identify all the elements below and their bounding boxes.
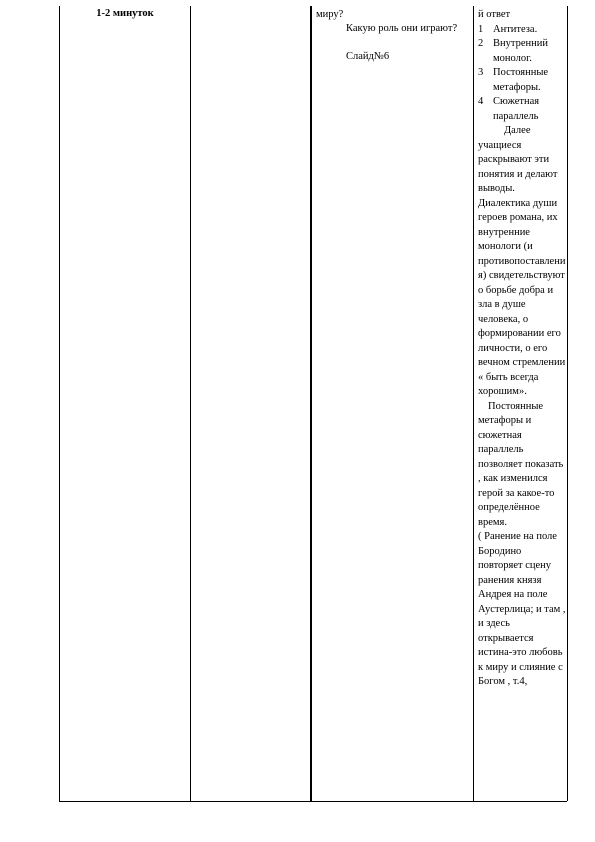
table-column-teacher (311, 6, 474, 801)
teacher-activity-cell (312, 6, 473, 64)
list-text: Постоянные метафоры. (493, 67, 549, 93)
table-column-time (60, 6, 191, 801)
list-number: 1 (478, 23, 484, 35)
list-item (478, 95, 566, 124)
answer-intro: й ответ (478, 9, 511, 20)
list-number: 4 (478, 96, 484, 107)
student-activity-cell (474, 6, 566, 690)
list-text: Сюжетная параллель (493, 96, 540, 122)
timing-label: 1-2 минуток (96, 8, 154, 19)
list-text: Антитеза. (493, 23, 538, 35)
list-number: 3 (478, 67, 484, 78)
example-paragraph: ( Ранение на поле Бородино повторяет сцену ранения князя Андрея на поле Аустерлица; и там , и здесь открывается истина-это любовь к миру и слияние с Богом , т.4, (478, 531, 566, 687)
lesson-plan-table (59, 6, 567, 802)
list-number: 2 (478, 38, 484, 49)
list-text: Внутренний монолог. (493, 38, 548, 64)
question-continuation: миру? (316, 9, 344, 20)
list-item (478, 23, 566, 38)
metaphor-paragraph: Постоянные метафоры и сюжетная параллель позволяет показать , как изменился герой за какое-то определённое время. (478, 400, 564, 528)
spacer (316, 36, 473, 50)
device-list (478, 23, 566, 125)
question-role: Какую роль они играют? (346, 23, 458, 34)
table-column-students (474, 6, 568, 801)
slide-reference: Слайд№6 (346, 51, 390, 62)
list-item (478, 66, 566, 95)
explanation-paragraph: Далее учащиеся раскрывают эти понятия и делают выводы. Диалектика души героев романа, их внутренние монологи (и противопоставления) свидетельствуют о борьбе добра и зла в душе человека, о формировании его личности, о его вечном стремлении « быть всегда хорошим». (478, 125, 566, 397)
table-column-empty (191, 6, 311, 801)
list-item (478, 37, 566, 66)
